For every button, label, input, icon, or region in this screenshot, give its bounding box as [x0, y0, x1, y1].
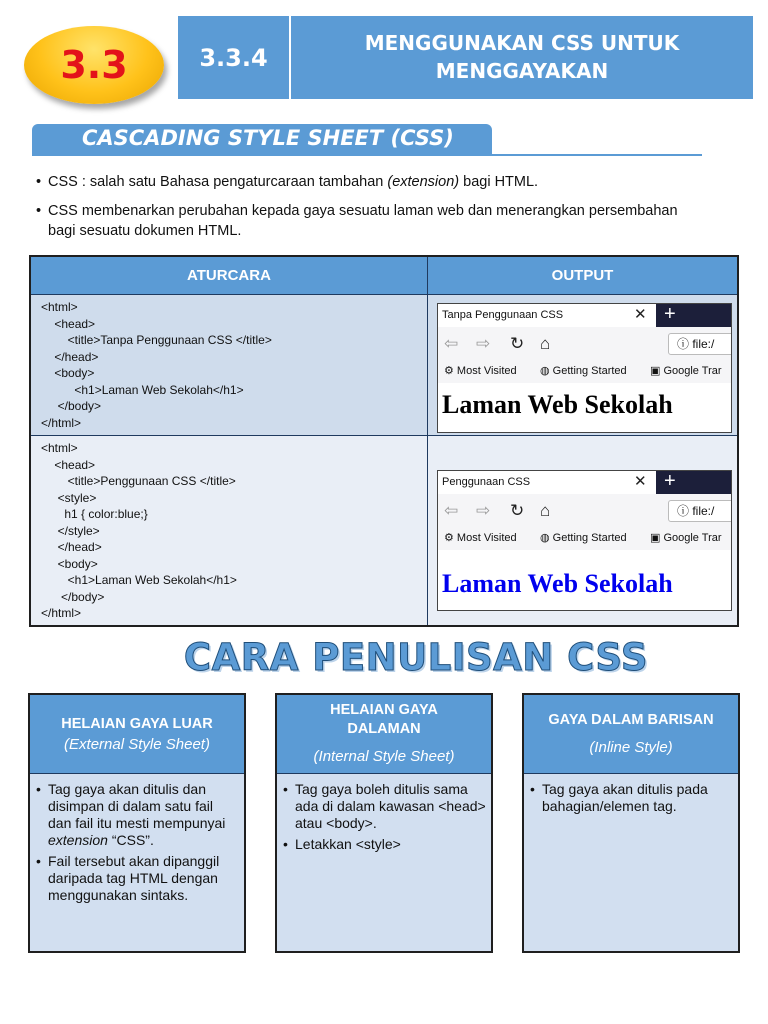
list-item-emphasis: extension [48, 832, 108, 848]
url-field[interactable] [668, 500, 732, 522]
bookmark-most-visited[interactable] [444, 364, 517, 377]
bookmark-label: Most Visited [456, 532, 517, 544]
list-item-text-end: “CSS”. [107, 832, 154, 848]
intro-bullet [36, 201, 696, 241]
style-method-box [28, 693, 246, 953]
bookmark-label: Getting Started [552, 365, 627, 377]
page-title [291, 16, 753, 99]
browser-nav-bar [438, 494, 731, 528]
url-field[interactable] [668, 333, 732, 355]
page-title-line-2: MENGGAYAKAN [435, 59, 609, 83]
box-list [528, 781, 733, 819]
list-item [34, 853, 239, 904]
home-icon[interactable]: ⌂ [540, 501, 551, 520]
section-banner [32, 124, 492, 154]
bookmark-getting-started[interactable] [540, 364, 627, 377]
page-heading: Laman Web Sekolah [442, 569, 673, 598]
forward-icon[interactable]: ⇨ [476, 501, 491, 520]
code-snippet: <html> <head> <title>Tanpa Penggunaan CSS </title> </head> <body> <h1>Laman Web Sekolah</h1> </body> </html> [41, 300, 272, 430]
section-divider [32, 154, 702, 156]
info-icon: ⓘ [677, 504, 693, 518]
bookmark-most-visited[interactable] [444, 531, 517, 544]
column-header-code: ATURCARA [31, 257, 428, 294]
box-header [30, 695, 244, 774]
table-row [31, 435, 737, 625]
intro-bullet-text: CSS membenarkan perubahan kepada gaya sesuatu laman web dan menerangkan persembahan bagi sesuatu dokumen HTML. [48, 203, 678, 239]
list-item-text: Tag gaya akan ditulis pada bahagian/elemen tag. [542, 781, 708, 814]
box-subtitle: (Internal Style Sheet) [313, 748, 455, 765]
list-item-text: Tag gaya boleh ditulis sama ada di dalam kawasan <head> atau <body>. [295, 781, 486, 831]
intro-bullet-emphasis: (extension) [387, 174, 460, 190]
close-icon[interactable]: ✕ [634, 473, 647, 490]
browser-preview [437, 470, 732, 611]
translate-icon: ▣ [650, 365, 664, 377]
browser-nav-bar [438, 327, 731, 361]
list-item [528, 781, 733, 815]
new-tab-button[interactable]: + [656, 471, 732, 494]
browser-preview [437, 303, 732, 433]
back-icon[interactable]: ⇦ [444, 334, 459, 353]
list-item-text: Fail tersebut akan dipanggil daripada tag HTML dengan menggunakan sintaks. [48, 853, 220, 903]
box-subtitle: (Inline Style) [589, 739, 673, 756]
browser-tab-bar [438, 471, 731, 494]
list-item [34, 781, 239, 849]
browser-tab-bar [438, 304, 731, 327]
column-header-output: OUTPUT [428, 257, 737, 294]
bookmarks-bar [438, 361, 731, 383]
table-row [31, 294, 737, 435]
subsection-number: 3.3.4 [178, 16, 289, 99]
browser-tab[interactable]: Penggunaan CSS [442, 476, 531, 488]
box-title: HELAIAN GAYA DALAMAN [330, 702, 438, 737]
code-output-table [29, 255, 739, 627]
list-item-text: Letakkan <style> [295, 836, 401, 852]
intro-bullet-text-end: bagi HTML. [459, 174, 539, 190]
info-icon: ⓘ [677, 337, 693, 351]
box-title: GAYA DALAM BARISAN [548, 712, 714, 728]
bookmark-label: Google Trar [663, 365, 722, 377]
bookmark-label: Google Trar [663, 532, 722, 544]
code-snippet: <html> <head> <title>Penggunaan CSS </title> <style> h1 { color:blue;} </style> </head> <body> <h1>Laman Web Sekolah</h1> </body> </html> [41, 441, 237, 620]
bookmark-google-translate[interactable] [650, 364, 722, 377]
home-icon[interactable]: ⌂ [540, 334, 551, 353]
reload-icon[interactable]: ↻ [510, 501, 525, 520]
reload-icon[interactable]: ↻ [510, 334, 525, 353]
bookmarks-bar [438, 528, 731, 550]
list-item [281, 836, 486, 853]
box-title: HELAIAN GAYA LUAR [61, 716, 213, 732]
back-icon[interactable]: ⇦ [444, 501, 459, 520]
list-item [281, 781, 486, 832]
style-method-box [275, 693, 493, 953]
section-number: 3.3 [60, 43, 128, 87]
new-tab-button[interactable]: + [656, 304, 732, 327]
bookmark-label: Getting Started [552, 532, 627, 544]
intro-bullet [36, 172, 696, 192]
close-icon[interactable]: ✕ [634, 306, 647, 323]
section-badge [24, 26, 164, 104]
translate-icon: ▣ [650, 532, 664, 544]
box-subtitle: (External Style Sheet) [64, 736, 210, 753]
code-cell [31, 436, 428, 625]
forward-icon[interactable]: ⇨ [476, 334, 491, 353]
intro-bullet-text: CSS : salah satu Bahasa pengaturcaraan tambahan [48, 174, 388, 190]
gear-icon: ⚙ [444, 532, 457, 544]
box-list [34, 781, 239, 908]
page-heading: Laman Web Sekolah [442, 390, 673, 419]
intro-list [36, 172, 696, 250]
bookmark-label: Most Visited [456, 365, 517, 377]
globe-icon: ◍ [540, 532, 553, 544]
list-item-text: Tag gaya akan ditulis dan disimpan di dalam satu fail dan fail itu mesti mempunyai [48, 781, 226, 831]
code-cell [31, 295, 428, 435]
browser-tab[interactable]: Tanpa Penggunaan CSS [442, 309, 564, 321]
box-list [281, 781, 486, 857]
url-text: file:/ [692, 337, 715, 351]
gear-icon: ⚙ [444, 365, 457, 377]
section-title: CASCADING STYLE SHEET (CSS) [82, 126, 454, 150]
writing-title: CARA PENULISAN CSS [183, 636, 649, 679]
page-title-line-1: MENGGUNAKAN CSS UNTUK [364, 31, 680, 55]
bookmark-google-translate[interactable] [650, 531, 722, 544]
style-method-box [522, 693, 740, 953]
globe-icon: ◍ [540, 365, 553, 377]
box-header [277, 695, 491, 774]
box-header [524, 695, 738, 774]
bookmark-getting-started[interactable] [540, 531, 627, 544]
url-text: file:/ [692, 504, 715, 518]
